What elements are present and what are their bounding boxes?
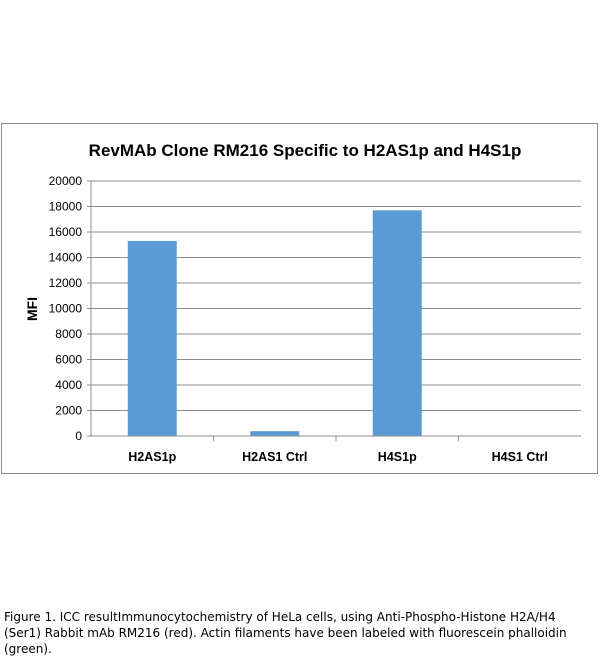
y-tick-label: 12000 <box>48 276 82 290</box>
x-tick-label: H4S1 Ctrl <box>491 450 548 464</box>
y-tick-label: 18000 <box>48 199 82 214</box>
y-tick-label: 20000 <box>48 174 82 188</box>
y-tick-label: 16000 <box>48 225 82 239</box>
bar <box>128 241 177 436</box>
y-tick-label: 2000 <box>55 403 82 418</box>
y-axis-label: MFI <box>24 296 40 322</box>
y-tick-label: 14000 <box>48 250 82 265</box>
x-tick-label: H2AS1p <box>128 450 177 464</box>
y-tick-label: 8000 <box>55 327 82 341</box>
chart-title: RevMAb Clone RM216 Specific to H2AS1p and H4S1p <box>88 141 522 160</box>
bar <box>250 431 299 436</box>
y-tick-label: 10000 <box>48 301 82 316</box>
bar <box>373 210 422 436</box>
y-tick-label: 0 <box>75 429 82 443</box>
figure-caption: Figure 1. ICC resultImmunocytochemistry of HeLa cells, using Anti-Phospho-Histone H2A/H4 (Ser1) Rabbit mAb RM216 (red). Actin filaments have been labeled with fluorescein phalloidin (green). <box>4 610 567 656</box>
y-tick-label: 6000 <box>55 352 82 367</box>
chart-frame <box>1 123 598 474</box>
x-tick-labels <box>128 450 548 464</box>
x-tick-label: H4S1p <box>377 450 417 464</box>
x-tick-label: H2AS1 Ctrl <box>242 450 308 464</box>
bars <box>128 210 422 436</box>
y-tick-labels <box>49 174 83 443</box>
bar-chart <box>2 124 599 475</box>
y-tick-label: 4000 <box>55 378 82 392</box>
